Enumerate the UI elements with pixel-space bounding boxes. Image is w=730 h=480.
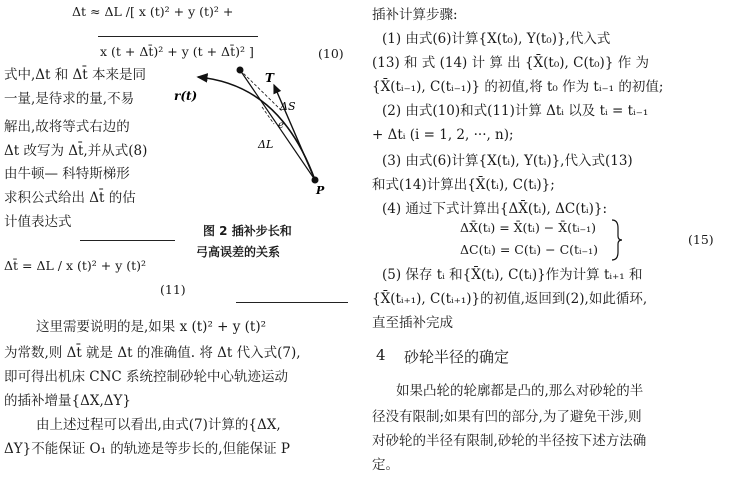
paragraph-line: 这里需要说明的是,如果 x (t)² + y (t)² [36, 319, 267, 335]
paragraph-line: ΔY}不能保证 O₁ 的轨迹是等步长的,但能保证 P [4, 441, 290, 457]
paragraph-line: 由上述过程可以看出,由式(7)计算的{ΔX, [36, 417, 281, 433]
equation-10-line2: x (t + Δt̄)² + y (t + Δt̄)² ] [100, 44, 254, 59]
paragraph-line: 为常数,则 Δt̄ 就是 Δt 的准确值. 将 Δt 代入式(7), [4, 345, 301, 361]
step-1-line: (1) 由式(6)计算{X(t₀), Y(t₀)},代入式 [382, 31, 611, 47]
point-p [312, 177, 319, 184]
equation-15-number: (15) [688, 232, 714, 247]
step-3-line: (3) 由式(6)计算{X(tᵢ), Y(tᵢ)},代入式(13) [382, 153, 633, 169]
label-t: T [265, 71, 274, 85]
right-brace [610, 218, 624, 262]
paragraph-line: 对砂轮的半径有限制,砂轮的半径按下述方法确 [372, 433, 647, 449]
equation-10-radical-bar [98, 36, 258, 37]
step-2-line: (2) 由式(10)和式(11)计算 Δtᵢ 以及 tᵢ = tᵢ₋₁ [382, 103, 649, 119]
paragraph-line: Δt 改写为 Δt̄,并从式(8) [4, 143, 148, 159]
label-rt: r(t) [174, 89, 198, 103]
equation-15-line1: ΔX̄(tᵢ) = X̄(tᵢ) − X̄(tᵢ₋₁) [460, 220, 597, 235]
radical-bar [236, 302, 348, 303]
paragraph-line: 的插补增量{ΔX,ΔY} [4, 393, 131, 409]
figure-caption-line1: 图 2 插补步长和 [203, 224, 292, 238]
figure-caption-line2: 弓高误差的关系 [196, 245, 281, 259]
equation-15-line2: ΔC(tᵢ) = C(tᵢ) − C(tᵢ₋₁) [460, 242, 599, 257]
paragraph-line: 径没有限制;如果有凹的部分,为了避免干涉,则 [372, 409, 642, 425]
equation-11-number: (11) [160, 282, 186, 297]
step-3-line: 和式(14)计算出{X̄(tᵢ), C(tᵢ)}; [372, 177, 555, 193]
paragraph-line: 式中,Δt 和 Δt̄ 本来是同 [4, 67, 147, 83]
equation-11-radical-bar [80, 240, 175, 241]
step-1-line: {X̄(tᵢ₋₁), C(tᵢ₋₁)} 的初值,将 t₀ 作为 tᵢ₋₁ 的初值; [372, 79, 664, 95]
step-2-line: + Δtᵢ (i = 1, 2, ···, n); [372, 127, 514, 143]
label-p: P [316, 184, 325, 197]
section-title: 砂轮半径的确定 [404, 348, 510, 366]
step-5-line: 直至插补完成 [372, 315, 453, 331]
label-delta-s: ΔS [280, 100, 296, 113]
figure-2-diagram [170, 52, 355, 212]
step-5-line: {X̄(tᵢ₊₁), C(tᵢ₊₁)}的初值,返回到(2),如此循环, [372, 291, 648, 307]
paragraph-line: 由牛顿— 科特斯梯形 [4, 166, 130, 182]
paragraph-line: 如果凸轮的轮廓都是凸的,那么对砂轮的半 [396, 383, 644, 399]
label-delta-l: ΔL [258, 138, 274, 151]
equation-10-line1: Δt ≈ ΔL /[ x (t)² + y (t)² + [72, 4, 234, 19]
paragraph-line: 即可得出机床 CNC 系统控制砂轮中心轨迹运动 [4, 369, 289, 385]
paragraph-line: 一量,是待求的量,不易 [4, 91, 135, 107]
step-5-line: (5) 保存 tᵢ 和{X̄(tᵢ), C(tᵢ)}作为计算 tᵢ₊₁ 和 [382, 267, 643, 283]
paragraph-line: 计值表达式 [4, 214, 72, 230]
paragraph-line: 定。 [372, 457, 399, 473]
curve-rt [198, 77, 315, 180]
section-number: 4 [376, 346, 386, 364]
equation-11: Δt̄ = ΔL / x (t)² + y (t)² [4, 258, 147, 273]
paragraph-line: 求积公式给出 Δt̄ 的估 [4, 190, 136, 206]
step-4-line: (4) 通过下式计算出{ΔX̄(tᵢ), ΔC(tᵢ)}: [382, 201, 608, 217]
steps-heading: 插补计算步骤: [372, 7, 458, 23]
curve-point [237, 67, 244, 74]
equation-10-number: (10) [318, 46, 344, 61]
label-e: e [278, 120, 284, 131]
paragraph-line: 解出,故将等式右边的 [4, 119, 130, 135]
step-1-line: (13) 和 式 (14) 计 算 出 {X̄(t₀), C(t₀)} 作 为 [372, 55, 649, 71]
